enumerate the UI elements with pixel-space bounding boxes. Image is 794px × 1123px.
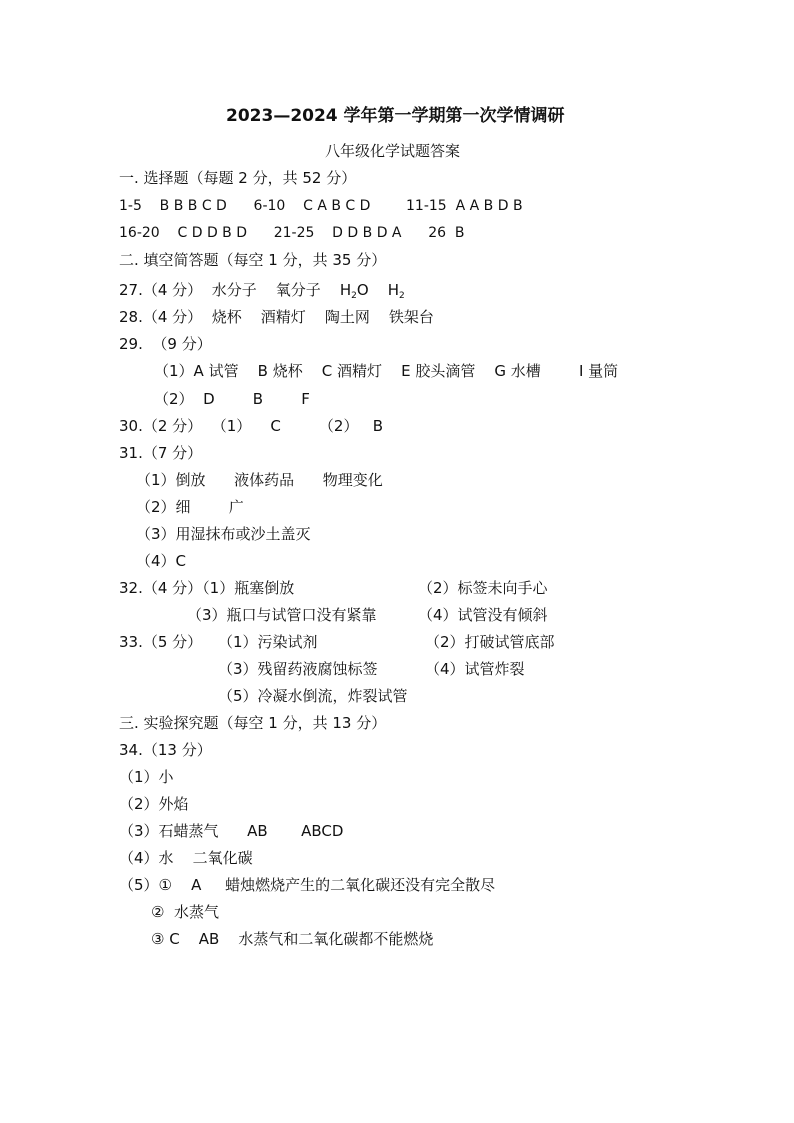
q27-text: 27.（4 分） 水分子 氧分子: [119, 281, 340, 299]
choice-answers-row-2: 16-20 C D D B D 21-25 D D B D A 26 B: [119, 225, 465, 241]
question-34-part-5a: （5）① A 蜡烛燃烧产生的二氧化碳还没有完全散尽: [119, 876, 496, 894]
q27-h: H: [339, 281, 352, 299]
page-title: 2023—2024 学年第一学期第一次学情调研: [226, 106, 565, 126]
section-3-heading: 三. 实验探究题（每空 1 分，共 13 分）: [119, 714, 387, 732]
section-2-heading: 二. 填空简答题（每空 1 分，共 35 分）: [119, 251, 387, 269]
question-27: [119, 280, 405, 306]
question-28: 28.（4 分） 烧杯 酒精灯 陶土网 铁架台: [119, 308, 434, 326]
choice-answers-row-1: 1-5 B B B C D 6-10 C A B C D 11-15 A A B D B: [119, 198, 523, 214]
question-32-part-1: 32.（4 分）（1）瓶塞倒放: [119, 579, 295, 597]
question-31: 31.（7 分）: [119, 444, 203, 462]
question-33-part-3: （3）残留药液腐蚀标签: [218, 660, 378, 678]
question-34: 34.（13 分）: [119, 741, 212, 759]
question-33-part-2: （2）打破试管底部: [425, 633, 555, 651]
q27-sub: 2: [351, 291, 357, 301]
question-34-part-3: （3）石蜡蒸气 AB ABCD: [119, 822, 344, 840]
question-31-part-2: （2）细 广: [136, 498, 244, 516]
question-34-part-4: （4）水 二氧化碳: [119, 849, 253, 867]
question-32-part-3: （3）瓶口与试管口没有紧靠: [187, 606, 377, 624]
question-31-part-1: （1）倒放 液体药品 物理变化: [136, 471, 383, 489]
question-34-part-1: （1）小: [119, 768, 174, 786]
question-33-part-5: （5）冷凝水倒流，炸裂试管: [218, 687, 408, 705]
question-33-part-1: （1）污染试剂: [218, 633, 318, 651]
question-29: 29. （9 分）: [119, 335, 212, 353]
question-32-part-4: （4）试管没有倾斜: [418, 606, 548, 624]
section-1-heading: 一. 选择题（每题 2 分，共 52 分）: [119, 169, 357, 187]
question-33: 33.（5 分）: [119, 633, 203, 651]
question-34-part-5c: ③ C AB 水蒸气和二氧化碳都不能燃烧: [151, 930, 434, 948]
question-30: 30.（2 分） （1） C （2） B: [119, 417, 384, 435]
question-29-part-2: （2） D B F: [154, 390, 310, 408]
question-33-part-4: （4）试管炸裂: [425, 660, 525, 678]
question-34-part-5b: ② 水蒸气: [151, 903, 219, 921]
page-subtitle: 八年级化学试题答案: [325, 142, 461, 160]
question-29-part-1: （1）A 试管 B 烧杯 C 酒精灯 E 胶头滴管 G 水槽 I 量筒: [154, 362, 619, 380]
question-31-part-4: （4）C: [136, 552, 187, 570]
q27-o: O: [356, 281, 388, 299]
q27-sub-b: 2: [399, 291, 405, 301]
question-31-part-3: （3）用湿抹布或沙土盖灭: [136, 525, 311, 543]
question-34-part-2: （2）外焰: [119, 795, 189, 813]
question-32-part-2: （2）标签未向手心: [418, 579, 548, 597]
q27-h2: H: [387, 281, 400, 299]
